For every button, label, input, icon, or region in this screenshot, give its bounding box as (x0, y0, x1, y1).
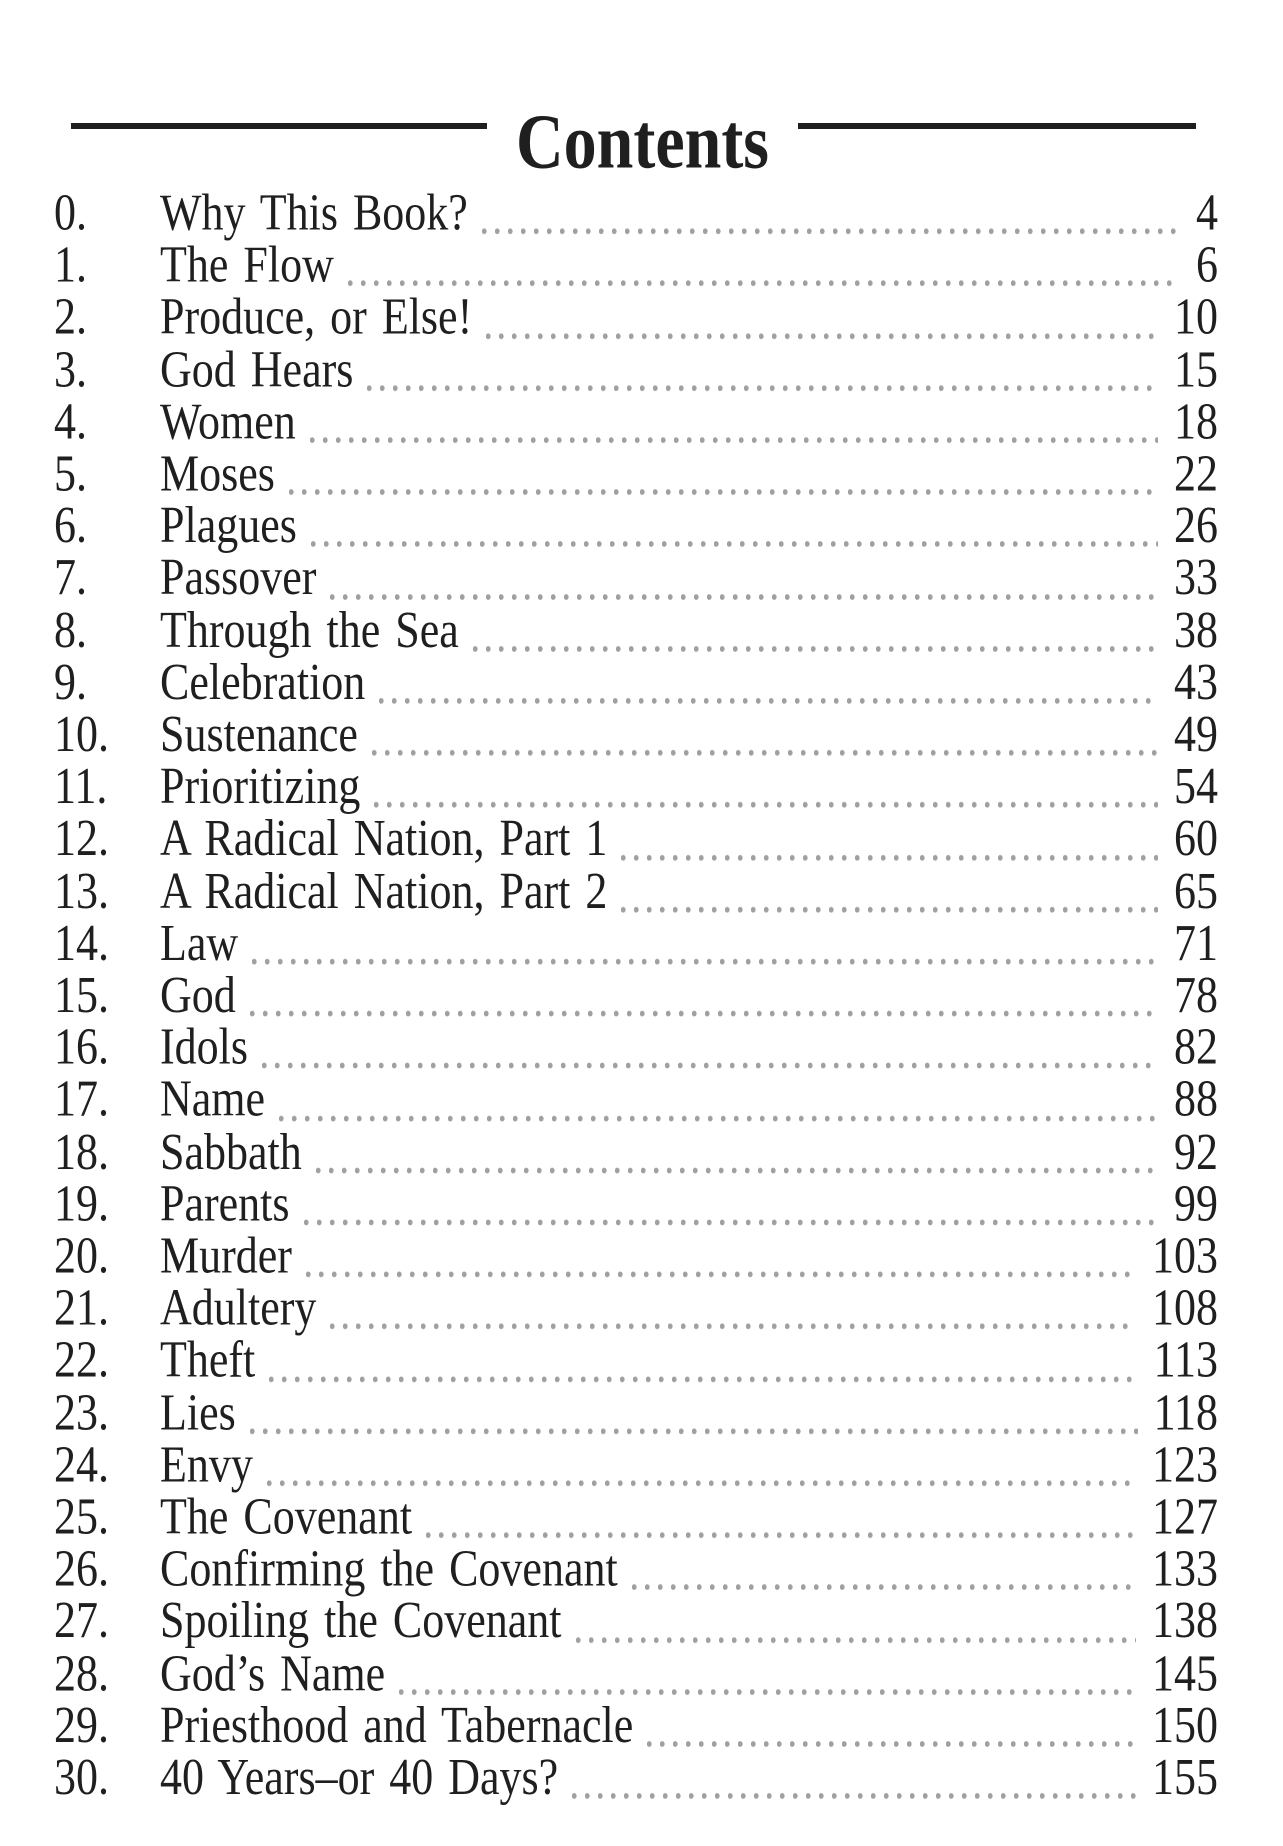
dot-leader (330, 594, 1158, 600)
chapter-title: 40 Years–or 40 Days? (160, 1748, 559, 1807)
chapter-title: Law (160, 913, 239, 972)
page-number: 10 (1174, 287, 1218, 346)
dot-leader (482, 229, 1180, 235)
page-number: 65 (1174, 861, 1218, 920)
toc-row (54, 1591, 1218, 1650)
toc-row (54, 235, 1218, 294)
page-number: 71 (1174, 913, 1218, 972)
chapter-number: 28. (54, 1643, 109, 1702)
chapter-number: 19. (54, 1174, 109, 1233)
chapter-title: Women (160, 392, 296, 450)
chapter-title: Parents (160, 1174, 290, 1233)
page-number: 155 (1152, 1748, 1218, 1807)
dot-leader (252, 959, 1158, 965)
title-rule-left (71, 123, 487, 129)
dot-leader (348, 281, 1180, 287)
page-number: 150 (1152, 1696, 1218, 1754)
chapter-title: Passover (160, 548, 317, 607)
dot-leader (372, 750, 1158, 756)
chapter-number: 29. (54, 1696, 109, 1754)
page-number: 54 (1174, 757, 1218, 816)
chapter-title: Confirming the Covenant (160, 1539, 618, 1598)
page-number: 103 (1152, 1226, 1218, 1285)
chapter-number: 10. (54, 705, 109, 763)
dot-leader (632, 1585, 1136, 1591)
toc-row (54, 1435, 1218, 1494)
page-number: 78 (1174, 965, 1218, 1024)
page-number: 82 (1174, 1018, 1218, 1076)
chapter-title: Name (160, 1070, 266, 1128)
dot-leader (279, 1115, 1158, 1121)
page-title: Contents (515, 99, 769, 186)
chapter-title: Idols (160, 1018, 248, 1076)
dot-leader (310, 437, 1158, 443)
chapter-title: Theft (160, 1330, 256, 1389)
dot-leader (306, 1272, 1136, 1278)
page-number: 6 (1196, 235, 1218, 294)
page-number: 138 (1152, 1591, 1218, 1650)
chapter-title: Why This Book? (160, 183, 468, 242)
chapter-number: 12. (54, 809, 109, 868)
chapter-title: Sustenance (160, 705, 358, 763)
chapter-number: 13. (54, 861, 109, 920)
page-number: 99 (1174, 1174, 1218, 1233)
chapter-title: Plagues (160, 496, 297, 555)
toc-row (54, 1748, 1218, 1807)
toc-row (54, 444, 1218, 503)
page-number: 88 (1174, 1070, 1218, 1128)
dot-leader (576, 1637, 1136, 1643)
toc-row (54, 1487, 1218, 1546)
toc-row (54, 757, 1218, 816)
page-number: 49 (1174, 705, 1218, 763)
chapter-title: Sabbath (160, 1122, 302, 1181)
chapter-number: 21. (54, 1278, 109, 1337)
chapter-title: Moses (160, 444, 275, 503)
chapter-title: A Radical Nation, Part 1 (160, 809, 608, 868)
dot-leader (647, 1741, 1136, 1747)
page-number: 33 (1174, 548, 1218, 607)
chapter-number: 1. (54, 235, 87, 294)
chapter-number: 7. (54, 548, 87, 607)
toc-row (54, 1122, 1218, 1181)
toc-row (54, 809, 1218, 868)
chapter-number: 2. (54, 287, 87, 346)
page-number: 60 (1174, 809, 1218, 868)
toc-row (54, 1018, 1218, 1076)
chapter-title: Celebration (160, 652, 366, 711)
dot-leader (374, 802, 1158, 808)
chapter-number: 30. (54, 1748, 109, 1807)
dot-leader (289, 489, 1158, 495)
toc-row (54, 861, 1218, 920)
chapter-title: Produce, or Else! (160, 287, 473, 346)
toc-row (54, 1330, 1218, 1389)
chapter-number: 24. (54, 1435, 109, 1494)
page-number: 123 (1152, 1435, 1218, 1494)
chapter-number: 0. (54, 183, 87, 242)
page-number: 15 (1174, 339, 1218, 398)
chapter-number: 20. (54, 1226, 109, 1285)
dot-leader (250, 1428, 1138, 1434)
title-rule-right (798, 123, 1196, 129)
dot-leader (262, 1063, 1158, 1069)
chapter-number: 9. (54, 652, 87, 711)
chapter-title: Lies (160, 1383, 236, 1441)
toc-list (0, 183, 1283, 1807)
page-number: 38 (1174, 600, 1218, 659)
chapter-title: Priesthood and Tabernacle (160, 1696, 634, 1754)
dot-leader (473, 646, 1158, 652)
page-number: 18 (1174, 392, 1218, 450)
toc-row (54, 496, 1218, 555)
chapter-number: 26. (54, 1539, 109, 1598)
chapter-title: Murder (160, 1226, 292, 1285)
page-number: 4 (1196, 183, 1218, 242)
toc-row (54, 705, 1218, 763)
toc-row (54, 1383, 1218, 1441)
toc-row (54, 339, 1218, 398)
chapter-number: 18. (54, 1122, 109, 1181)
page-number: 26 (1174, 496, 1218, 555)
toc-row (54, 1539, 1218, 1598)
chapter-number: 17. (54, 1070, 109, 1128)
dot-leader (399, 1689, 1136, 1695)
dot-leader (486, 333, 1158, 339)
chapter-title: The Covenant (160, 1487, 413, 1546)
page-number: 22 (1174, 444, 1218, 503)
dot-leader (304, 1220, 1158, 1226)
chapter-title: Spoiling the Covenant (160, 1591, 562, 1650)
toc-row (54, 600, 1218, 659)
page-number: 43 (1174, 652, 1218, 711)
chapter-number: 3. (54, 339, 87, 398)
page-number: 92 (1174, 1122, 1218, 1181)
dot-leader (426, 1533, 1136, 1539)
chapter-number: 4. (54, 392, 87, 450)
toc-row (54, 1278, 1218, 1337)
dot-leader (267, 1480, 1136, 1486)
dot-leader (621, 854, 1158, 860)
dot-leader (330, 1324, 1136, 1330)
page-number: 127 (1152, 1487, 1218, 1546)
toc-row (54, 652, 1218, 711)
chapter-number: 5. (54, 444, 87, 503)
toc-row (54, 1226, 1218, 1285)
toc-row (54, 287, 1218, 346)
page-number: 133 (1152, 1539, 1218, 1598)
chapter-title: Adultery (160, 1278, 317, 1337)
page-number: 145 (1152, 1643, 1218, 1702)
toc-row (54, 965, 1218, 1024)
chapter-title: Prioritizing (160, 757, 361, 816)
chapter-number: 27. (54, 1591, 109, 1650)
toc-row (54, 183, 1218, 242)
chapter-number: 15. (54, 965, 109, 1024)
page-number: 118 (1153, 1383, 1218, 1441)
chapter-title: Through the Sea (160, 600, 459, 659)
chapter-number: 22. (54, 1330, 109, 1389)
chapter-title: Envy (160, 1435, 253, 1494)
toc-row (54, 913, 1218, 972)
toc-row (54, 1070, 1218, 1128)
dot-leader (379, 698, 1158, 704)
page-number: 108 (1152, 1278, 1218, 1337)
chapter-title: God (160, 965, 236, 1024)
chapter-number: 11. (54, 757, 108, 816)
toc-row (54, 548, 1218, 607)
dot-leader (572, 1793, 1136, 1799)
chapter-title: A Radical Nation, Part 2 (160, 861, 608, 920)
chapter-title: God’s Name (160, 1643, 386, 1702)
toc-row (54, 1174, 1218, 1233)
page-number: 113 (1153, 1330, 1218, 1389)
dot-leader (311, 541, 1158, 547)
chapter-number: 14. (54, 913, 109, 972)
toc-row (54, 1643, 1218, 1702)
chapter-title: God Hears (160, 339, 354, 398)
chapter-number: 25. (54, 1487, 109, 1546)
dot-leader (269, 1376, 1137, 1382)
chapter-number: 6. (54, 496, 87, 555)
toc-row (54, 1696, 1218, 1754)
dot-leader (316, 1167, 1158, 1173)
chapter-title: The Flow (160, 235, 334, 294)
chapter-number: 8. (54, 600, 87, 659)
dot-leader (367, 385, 1158, 391)
chapter-number: 16. (54, 1018, 109, 1076)
dot-leader (250, 1011, 1158, 1017)
dot-leader (621, 907, 1158, 913)
toc-row (54, 392, 1218, 450)
chapter-number: 23. (54, 1383, 109, 1441)
